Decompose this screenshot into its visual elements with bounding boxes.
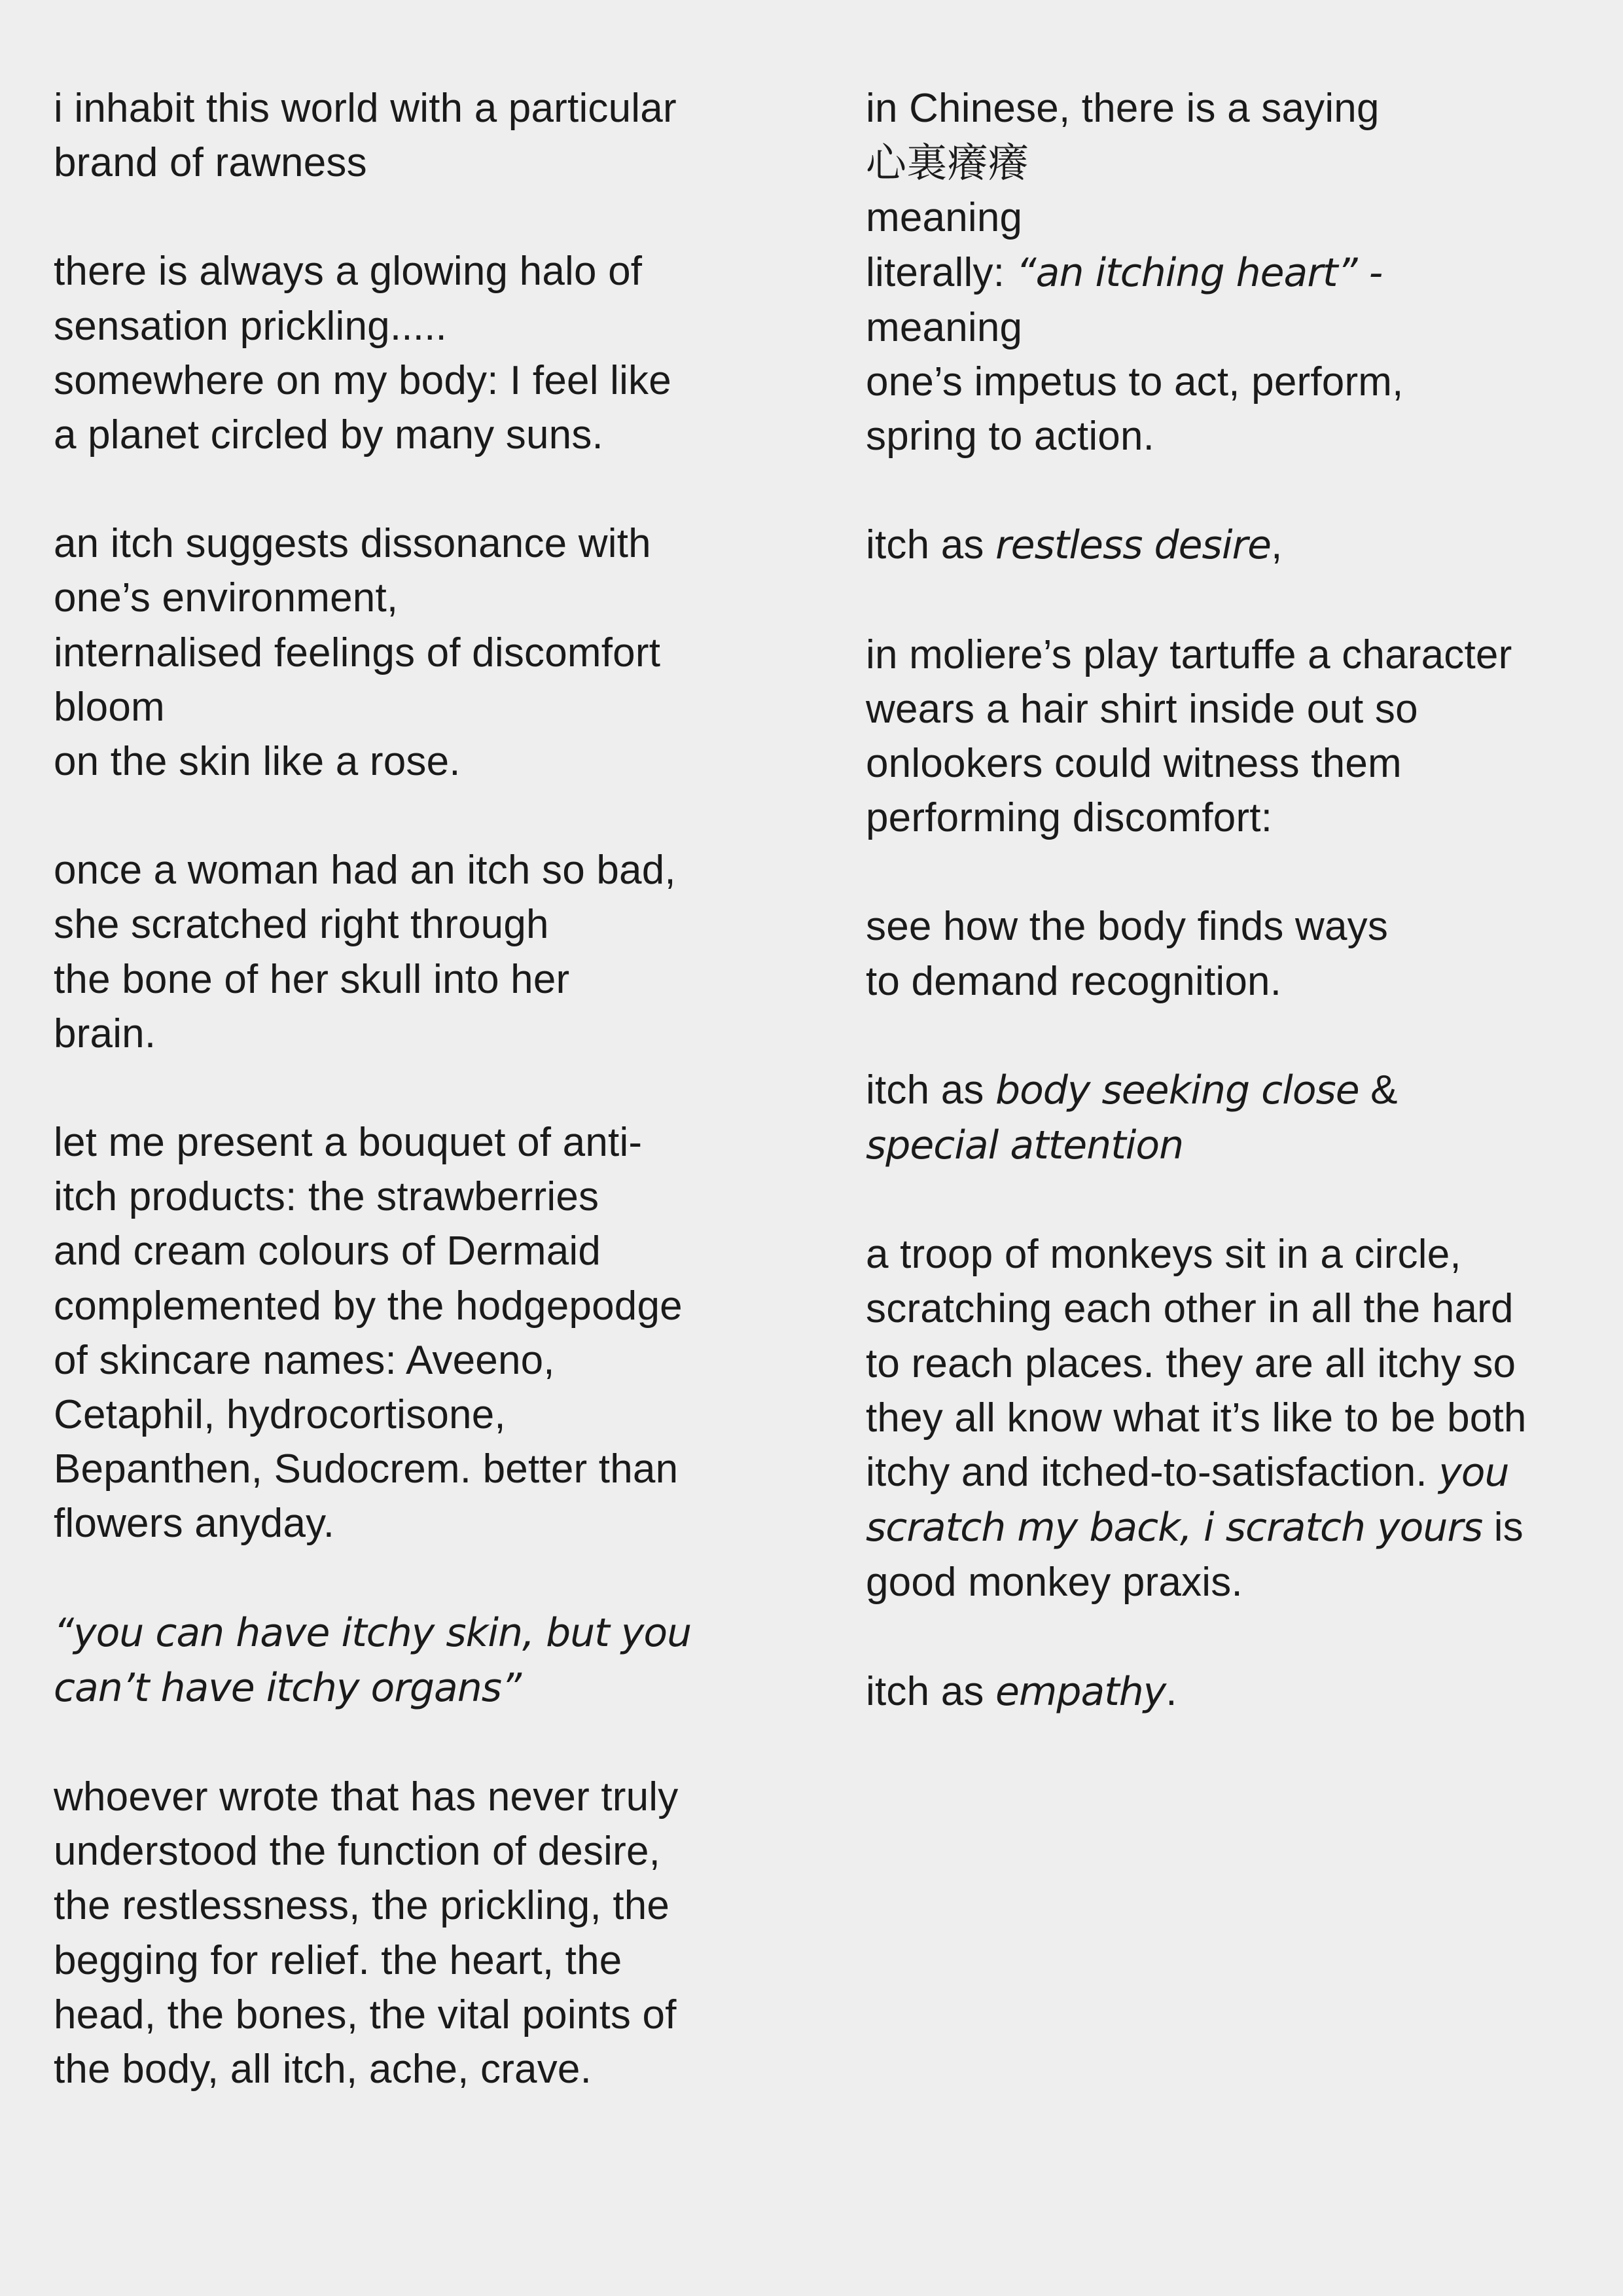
text-line [54, 1496, 813, 1551]
text-line [866, 355, 1605, 409]
text-segment: see how the body finds ways [866, 904, 1389, 950]
text-line [866, 135, 1605, 190]
text-line [54, 626, 813, 680]
stanza [54, 843, 813, 1061]
text-line [54, 1224, 813, 1278]
stanza [54, 244, 813, 462]
italic-text: “you can have itchy skin, but you [54, 1609, 692, 1656]
text-segment: a planet circled by many suns. [54, 412, 603, 458]
text-line [54, 135, 813, 190]
text-segment: somewhere on my body: I feel like [54, 357, 671, 403]
stanza [866, 1227, 1605, 1609]
text-line [54, 1333, 813, 1388]
text-segment: good monkey praxis. [866, 1560, 1243, 1605]
text-segment: itch as [866, 1067, 996, 1113]
stanza [866, 1063, 1605, 1173]
text-segment: she scratched right through [54, 902, 549, 948]
text-segment: spring to action. [866, 414, 1155, 459]
stanza [866, 628, 1605, 846]
text-line [54, 1605, 813, 1660]
text-segment: to demand recognition. [866, 958, 1282, 1004]
stanza [866, 899, 1605, 1008]
left-column [54, 81, 813, 2096]
text-line [54, 952, 813, 1007]
text-segment: performing discomfort: [866, 795, 1273, 841]
text-segment: literally: [866, 249, 1016, 295]
text-segment: 心裏癢癢 [866, 139, 1029, 187]
text-line [54, 1770, 813, 1824]
text-line [54, 1388, 813, 1442]
stanza [866, 81, 1605, 463]
text-segment: brand of rawness [54, 140, 367, 186]
text-line [866, 300, 1605, 355]
text-line [866, 245, 1605, 300]
text-segment: meaning [866, 304, 1023, 350]
text-line [54, 2042, 813, 2096]
italic-text: empathy [995, 1668, 1166, 1715]
text-segment: in moliere’s play tartuffe a character [866, 632, 1512, 677]
text-line [866, 1445, 1605, 1500]
text-line [54, 1170, 813, 1224]
text-segment: , [1271, 522, 1283, 568]
text-line [54, 734, 813, 789]
text-segment: there is always a glowing halo of [54, 249, 643, 295]
text-segment: a troop of monkeys sit in a circle, [866, 1232, 1461, 1278]
text-segment: Cetaphil, hydrocortisone, [54, 1392, 506, 1438]
text-segment: complemented by the hodgepodge [54, 1283, 683, 1329]
text-segment: wears a hair shirt inside out so [866, 686, 1418, 732]
right-column [866, 81, 1605, 1719]
stanza [54, 81, 813, 190]
text-segment: Bepanthen, Sudocrem. better than [54, 1446, 679, 1492]
text-line [54, 571, 813, 625]
text-line [54, 408, 813, 462]
text-line [54, 244, 813, 298]
stanza [54, 1115, 813, 1551]
text-segment: bloom [54, 684, 165, 730]
text-segment: itch as [866, 522, 996, 568]
text-segment: an itch suggests dissonance with [54, 521, 651, 567]
text-segment: understood the function of desire, [54, 1829, 661, 1874]
text-segment: in Chinese, there is a saying [866, 86, 1380, 131]
text-line [866, 518, 1605, 573]
text-segment: brain. [54, 1011, 156, 1056]
text-line [54, 1442, 813, 1496]
text-line [866, 81, 1605, 135]
text-line [54, 843, 813, 897]
text-line [866, 1500, 1605, 1555]
text-segment: the restlessness, the prickling, the [54, 1883, 670, 1929]
text-segment: scratching each other in all the hard [866, 1286, 1514, 1332]
text-line [54, 1660, 813, 1715]
text-segment: begging for relief. the heart, the [54, 1937, 622, 1983]
text-line [866, 1282, 1605, 1336]
text-segment: one’s environment, [54, 575, 399, 621]
stanza [866, 518, 1605, 573]
text-segment: head, the bones, the vital points of [54, 1992, 677, 2037]
text-line [54, 81, 813, 135]
stanza [54, 1770, 813, 2096]
text-segment: let me present a bouquet of anti- [54, 1120, 643, 1166]
text-line [54, 299, 813, 353]
italic-text: restless desire [995, 522, 1272, 569]
text-line [866, 1227, 1605, 1282]
italic-text: special attention [866, 1122, 1184, 1169]
text-line [54, 897, 813, 952]
text-line [866, 1664, 1605, 1719]
stanza [54, 516, 813, 789]
text-segment: onlookers could witness them [866, 741, 1402, 787]
text-line [54, 1878, 813, 1933]
text-line [54, 353, 813, 408]
text-segment: itch products: the strawberries [54, 1174, 599, 1220]
text-line [54, 1115, 813, 1170]
text-segment: the body, all itch, ache, crave. [54, 2047, 592, 2092]
text-segment: i inhabit this world with a particular [54, 86, 677, 131]
text-segment: whoever wrote that has never truly [54, 1774, 679, 1820]
text-segment: sensation prickling..... [54, 303, 447, 349]
text-line [866, 682, 1605, 736]
text-line [866, 628, 1605, 682]
stanza [866, 1664, 1605, 1719]
text-segment: the bone of her skull into her [54, 956, 570, 1002]
text-line [54, 1279, 813, 1333]
text-segment: one’s impetus to act, perform, [866, 359, 1404, 405]
text-line [866, 409, 1605, 463]
text-segment: is [1482, 1505, 1524, 1551]
text-line [866, 954, 1605, 1009]
text-line [54, 1933, 813, 1988]
text-segment: internalised feelings of discomfort [54, 630, 661, 675]
text-line [54, 1988, 813, 2042]
text-line [54, 1007, 813, 1061]
text-line [54, 680, 813, 734]
italic-text: you [1438, 1450, 1509, 1496]
text-line [866, 1391, 1605, 1445]
text-line [54, 1824, 813, 1878]
text-line [866, 899, 1605, 954]
text-segment: & [1359, 1067, 1398, 1113]
text-line [866, 1336, 1605, 1391]
italic-text: scratch my back, i scratch yours [866, 1505, 1483, 1551]
text-line [866, 1063, 1605, 1118]
text-segment: . [1166, 1668, 1177, 1714]
text-line [866, 190, 1605, 245]
text-line [866, 791, 1605, 845]
text-line [866, 736, 1605, 791]
text-segment: of skincare names: Aveeno, [54, 1337, 555, 1383]
italic-text: body seeking close [995, 1067, 1359, 1113]
text-segment: meaning [866, 195, 1023, 241]
text-line [54, 516, 813, 571]
italic-text: can’t have itchy organs” [54, 1664, 522, 1711]
text-segment: flowers anyday. [54, 1501, 335, 1547]
text-segment: on the skin like a rose. [54, 739, 461, 785]
text-segment: to reach places. they are all itchy so [866, 1340, 1516, 1386]
text-segment: itch as [866, 1668, 996, 1714]
stanza [54, 1605, 813, 1715]
text-line [866, 1118, 1605, 1173]
text-line [866, 1555, 1605, 1609]
text-segment: and cream colours of Dermaid [54, 1229, 601, 1274]
text-segment: they all know what it’s like to be both [866, 1395, 1527, 1441]
text-segment: itchy and itched-to-satisfaction. [866, 1450, 1439, 1496]
italic-text: “an itching heart” - [1016, 249, 1383, 296]
text-segment: once a woman had an itch so bad, [54, 848, 676, 893]
